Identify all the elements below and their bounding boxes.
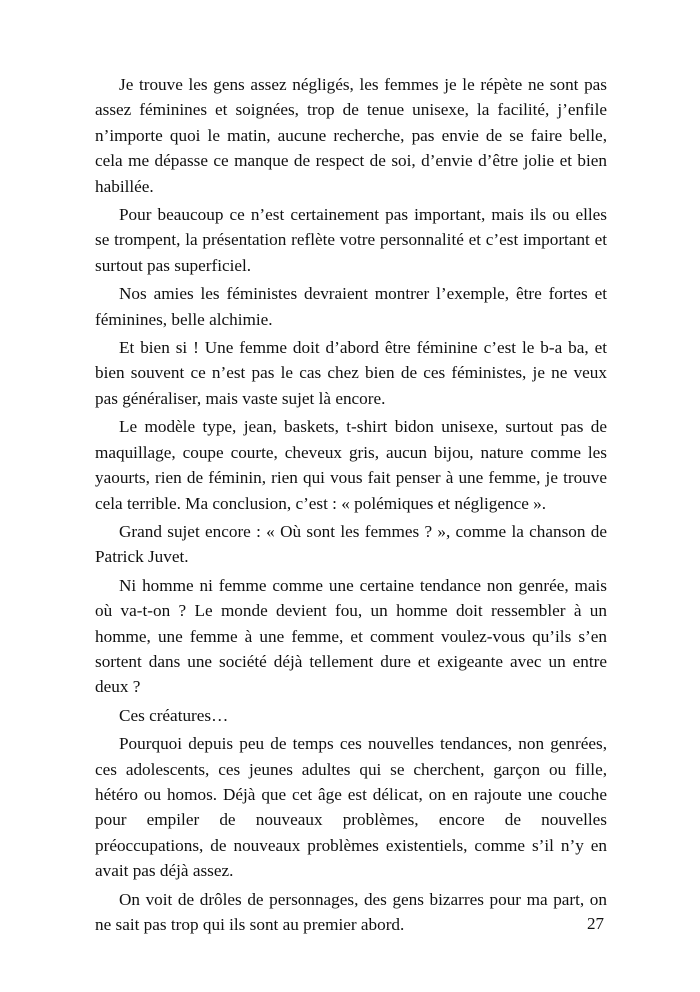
- paragraph: Grand sujet encore : « Où sont les femmes ? », comme la chanson de Patrick Juvet.: [95, 521, 607, 567]
- paragraph: Ces créatures…: [119, 705, 229, 725]
- paragraph: On voit de drôles de personnages, des gens bizarres pour ma part, on ne sait pas trop qui ils sont au premier abord.: [95, 889, 607, 934]
- page-body: [95, 72, 607, 940]
- paragraph: Le modèle type, jean, baskets, t-shirt bidon unisexe, surtout pas de maquillage, coupe courte, cheveux gris, aucun bijou, nature comme les yaourts, rien de féminin, rien qui vous fait penser à une femme, je trouve cela terrible. Ma conclusion, c’est : « polémiques et négligence ».: [95, 417, 607, 513]
- paragraph: Nos amies les féministes devraient montrer l’exemple, être fortes et féminines, belle alchimie.: [95, 284, 607, 329]
- page-number: 27: [587, 914, 604, 933]
- paragraph: Pourquoi depuis peu de temps ces nouvelles tendances, non genrées, ces adolescents, ces jeunes adultes qui se cherchent, garçon ou fille, hétéro ou homos. Déjà que cet âge est délicat, on en rajoute une couche pour empiler de nouveaux problèmes, encore de nouvelles préoccupations, de nouveaux problèmes existentiels, comme s’il n’y en avait pas déjà assez.: [95, 734, 607, 881]
- paragraph: Pour beaucoup ce n’est certainement pas important, mais ils ou elles se trompent, la présentation reflète votre personnalité et c’est important et surtout pas superficiel.: [95, 205, 607, 275]
- paragraph: Je trouve les gens assez négligés, les femmes je le répète ne sont pas assez féminines et soignées, trop de tenue unisexe, la facilité, j’enfile n’importe quoi le matin, aucune recherche, pas envie de se faire belle, cela me dépasse ce manque de respect de soi, d’envie d’être jolie et bien habillée.: [95, 75, 607, 196]
- paragraph: Et bien si ! Une femme doit d’abord être féminine c’est le b-a ba, et bien souvent ce n’est pas le cas chez bien de ces féministes, je ne veux pas généraliser, mais vaste sujet là encore.: [95, 338, 607, 408]
- paragraph: Ni homme ni femme comme une certaine tendance non genrée, mais où va-t-on ? Le monde devient fou, un homme doit ressembler à un homme, une femme à une femme, et comment voulez-vous qu’ils s’en sortent dans une société déjà tellement dure et exigeante avec un entre deux ?: [95, 575, 607, 697]
